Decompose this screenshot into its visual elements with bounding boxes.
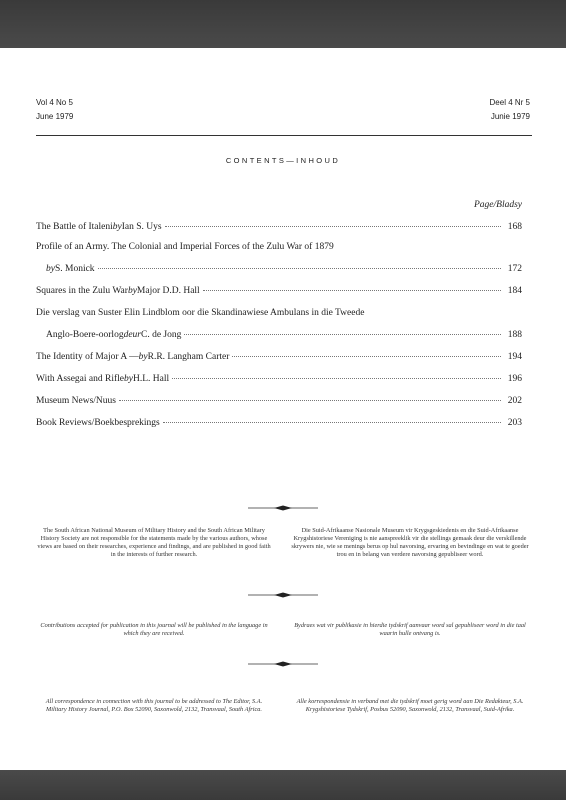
toc-entry-major-a[interactable] bbox=[36, 352, 522, 362]
toc-entry-italeni[interactable] bbox=[36, 222, 522, 232]
dot-leader bbox=[232, 356, 501, 357]
toc-page: 168 bbox=[507, 222, 522, 232]
toc-author: C. de Jong bbox=[141, 330, 182, 340]
dot-leader bbox=[98, 268, 501, 269]
toc-entry-assegai[interactable] bbox=[36, 374, 522, 384]
toc-title: Museum News/Nuus bbox=[36, 396, 116, 406]
toc-page: 194 bbox=[507, 352, 522, 362]
toc-title: Book Reviews/Boekbesprekings bbox=[36, 418, 160, 428]
volume-right: Deel 4 Nr 5 bbox=[489, 98, 530, 107]
toc-entry-book-reviews[interactable] bbox=[36, 418, 522, 428]
toc-entry-squares[interactable] bbox=[36, 286, 522, 296]
toc-title: Anglo-Boere-oorlog bbox=[46, 330, 124, 340]
toc-title: The Identity of Major A — bbox=[36, 352, 139, 362]
toc-entry-museum-news[interactable] bbox=[36, 396, 522, 406]
contents-title: CONTENTS—INHOUD bbox=[225, 156, 341, 165]
toc-entry-profile-line1[interactable] bbox=[36, 242, 334, 252]
toc-page: 203 bbox=[507, 418, 522, 428]
toc-by: by bbox=[124, 374, 133, 384]
toc-title: Die verslag van Suster Elin Lindblom oor die Skandinawiese Ambulans in die Tweede bbox=[36, 308, 365, 318]
toc-by: by bbox=[112, 222, 122, 232]
toc-page: 184 bbox=[507, 286, 522, 296]
toc-author: S. Monick bbox=[54, 264, 95, 274]
ornament-divider bbox=[248, 592, 318, 598]
toc-title: The Battle of Italeni bbox=[36, 222, 113, 232]
page-column-heading: Page/Bladsy bbox=[473, 200, 522, 210]
toc-page: 188 bbox=[507, 330, 522, 340]
dot-leader bbox=[172, 378, 501, 379]
toc-by: by bbox=[138, 352, 148, 362]
toc-entry-verslag-line2[interactable] bbox=[46, 330, 522, 340]
correspondence-afrikaans: Alle korrespondensie in verband met die tydskrif moet gerig word aan Die Redakteur, S.A. Krygshistoriese Tydskrif, Posbus 52090, Saxonwold, 2132, Transvaal, Suid-Afrika. bbox=[296, 698, 524, 713]
date-right: Junie 1979 bbox=[490, 112, 530, 121]
ornament-divider bbox=[248, 661, 318, 667]
toc-by: by bbox=[46, 264, 55, 274]
date-left: June 1979 bbox=[36, 112, 74, 121]
toc-page: 196 bbox=[507, 374, 522, 384]
toc-entry-profile-line2[interactable] bbox=[46, 264, 522, 274]
language-note-english: Contributions accepted for publication in this journal will be published in the language in which they are received. bbox=[40, 622, 268, 637]
volume-left: Vol 4 No 5 bbox=[36, 98, 73, 107]
disclaimer-english: The South African National Museum of Military History and the South African Military History Society are not responsible for the statements made by the various authors, whose views are based on their researches, experience and findings, and are published in good faith in the interests of further research. bbox=[37, 527, 271, 558]
toc-author: R.R. Langham Carter bbox=[147, 352, 230, 362]
toc-by: deur bbox=[123, 330, 141, 340]
toc-by: by bbox=[127, 286, 137, 296]
scan-top-band bbox=[0, 0, 566, 48]
dot-leader bbox=[184, 334, 501, 335]
toc-entry-verslag-line1[interactable] bbox=[36, 308, 364, 318]
correspondence-english: All correspondence in connection with this journal to be addressed to The Editor, S.A. Military History Journal, P.O. Box 52090, Saxonwold, 2132, Transvaal, South Africa. bbox=[45, 698, 263, 713]
dot-leader bbox=[165, 226, 501, 227]
toc-title: Profile of an Army. The Colonial and Imperial Forces of the Zulu War of 1879 bbox=[36, 242, 334, 252]
language-note-afrikaans: Bydraes wat vir publikasie in hierdie tydskrif aanvaar word sal gepubliseer word in die taal waarin hulle ontvang is. bbox=[294, 622, 526, 637]
dot-leader bbox=[119, 400, 501, 401]
dot-leader bbox=[163, 422, 501, 423]
toc-title: With Assegai and Rifle bbox=[36, 374, 125, 384]
scan-bottom-band bbox=[0, 770, 566, 800]
disclaimer-afrikaans: Die Suid-Afrikaanse Nasionale Museum vir Krygsgeskiedenis en die Suid-Afrikaanse Krygshistoriese Vereniging is nie aanspreeklik vir die stellings gemaak deur die verskillende skrywers nie, wie se menings berus op hul navorsing, ervaring en bevindinge en wat te goeder trou en in belang van verdere navorsing gepubliseer word. bbox=[291, 527, 529, 558]
toc-page: 172 bbox=[507, 264, 522, 274]
toc-author: Major D.D. Hall bbox=[136, 286, 200, 296]
header-rule bbox=[36, 135, 532, 136]
toc-author: H.L. Hall bbox=[132, 374, 170, 384]
ornament-divider bbox=[248, 505, 318, 511]
dot-leader bbox=[203, 290, 501, 291]
toc-title: Squares in the Zulu War bbox=[36, 286, 128, 296]
toc-page: 202 bbox=[507, 396, 522, 406]
toc-author: Ian S. Uys bbox=[121, 222, 162, 232]
